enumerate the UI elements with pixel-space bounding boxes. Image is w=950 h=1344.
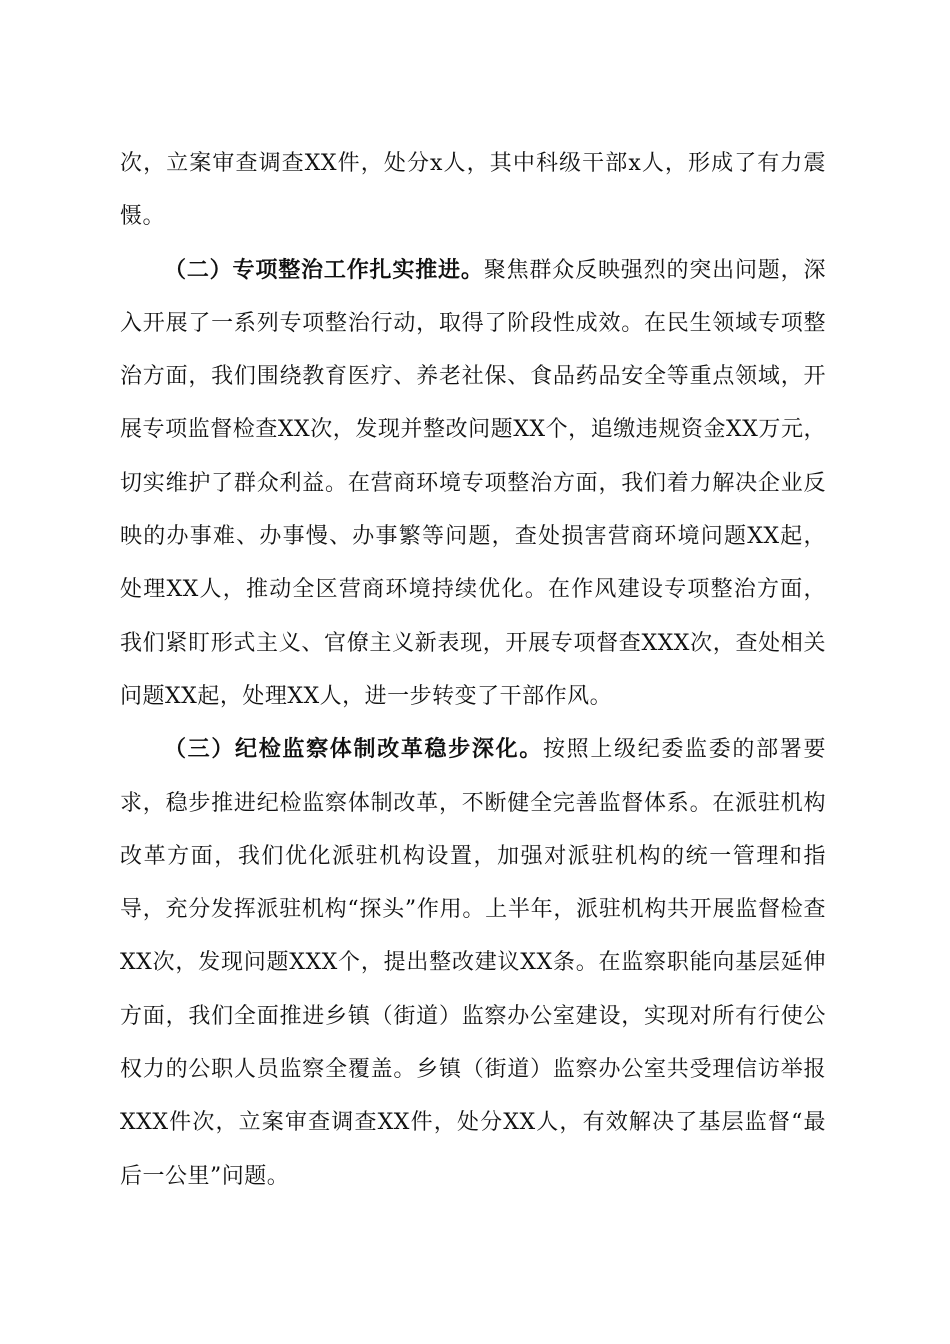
paragraph-1-text: 次，立案审查调查XX件，处分x人，其中科级干部x人，形成了有力震慑。	[120, 151, 826, 230]
paragraph-2-text: 聚焦群众反映强烈的突出问题，深入开展了一系列专项整治行动，取得了阶段性成效。在民生领域专项整治方面，我们围绕教育医疗、养老社保、食品药品安全等重点领域，开展专项监督检查XX次，发现并整改问题XX个，追缴违规资金XX万元，切实维护了群众利益。在营商环境专项整治方面，我们着力解决企业反映的办事难、办事慢、办事繁等问题，查处损害营商环境问题XX起，处理XX人，推动全区营商环境持续优化。在作风建设专项整治方面，我们紧盯形式主义、官僚主义新表现，开展专项督查XXX次，查处相关问题XX起，处理XX人，进一步转变了干部作风。	[120, 257, 826, 709]
document-body	[120, 137, 826, 1203]
paragraph-2	[120, 244, 826, 724]
paragraph-1	[120, 137, 826, 244]
paragraph-3	[120, 723, 826, 1203]
paragraph-3-text: 按照上级纪委监委的部署要求，稳步推进纪检监察体制改革，不断健全完善监督体系。在派驻机构改革方面，我们优化派驻机构设置，加强对派驻机构的统一管理和指导，充分发挥派驻机构“探头”作用。上半年，派驻机构共开展监督检查XX次，发现问题XXX个，提出整改建议XX条。在监察职能向基层延伸方面，我们全面推进乡镇（街道）监察办公室建设，实现对所有行使公权力的公职人员监察全覆盖。乡镇（街道）监察办公室共受理信访举报XXX件次，立案审查调查XX件，处分XX人，有效解决了基层监督“最后一公里”问题。	[120, 737, 826, 1189]
section-heading-2: （二）专项整治工作扎实推进。	[164, 257, 484, 283]
section-heading-3: （三）纪检监察体制改革稳步深化。	[164, 737, 543, 763]
